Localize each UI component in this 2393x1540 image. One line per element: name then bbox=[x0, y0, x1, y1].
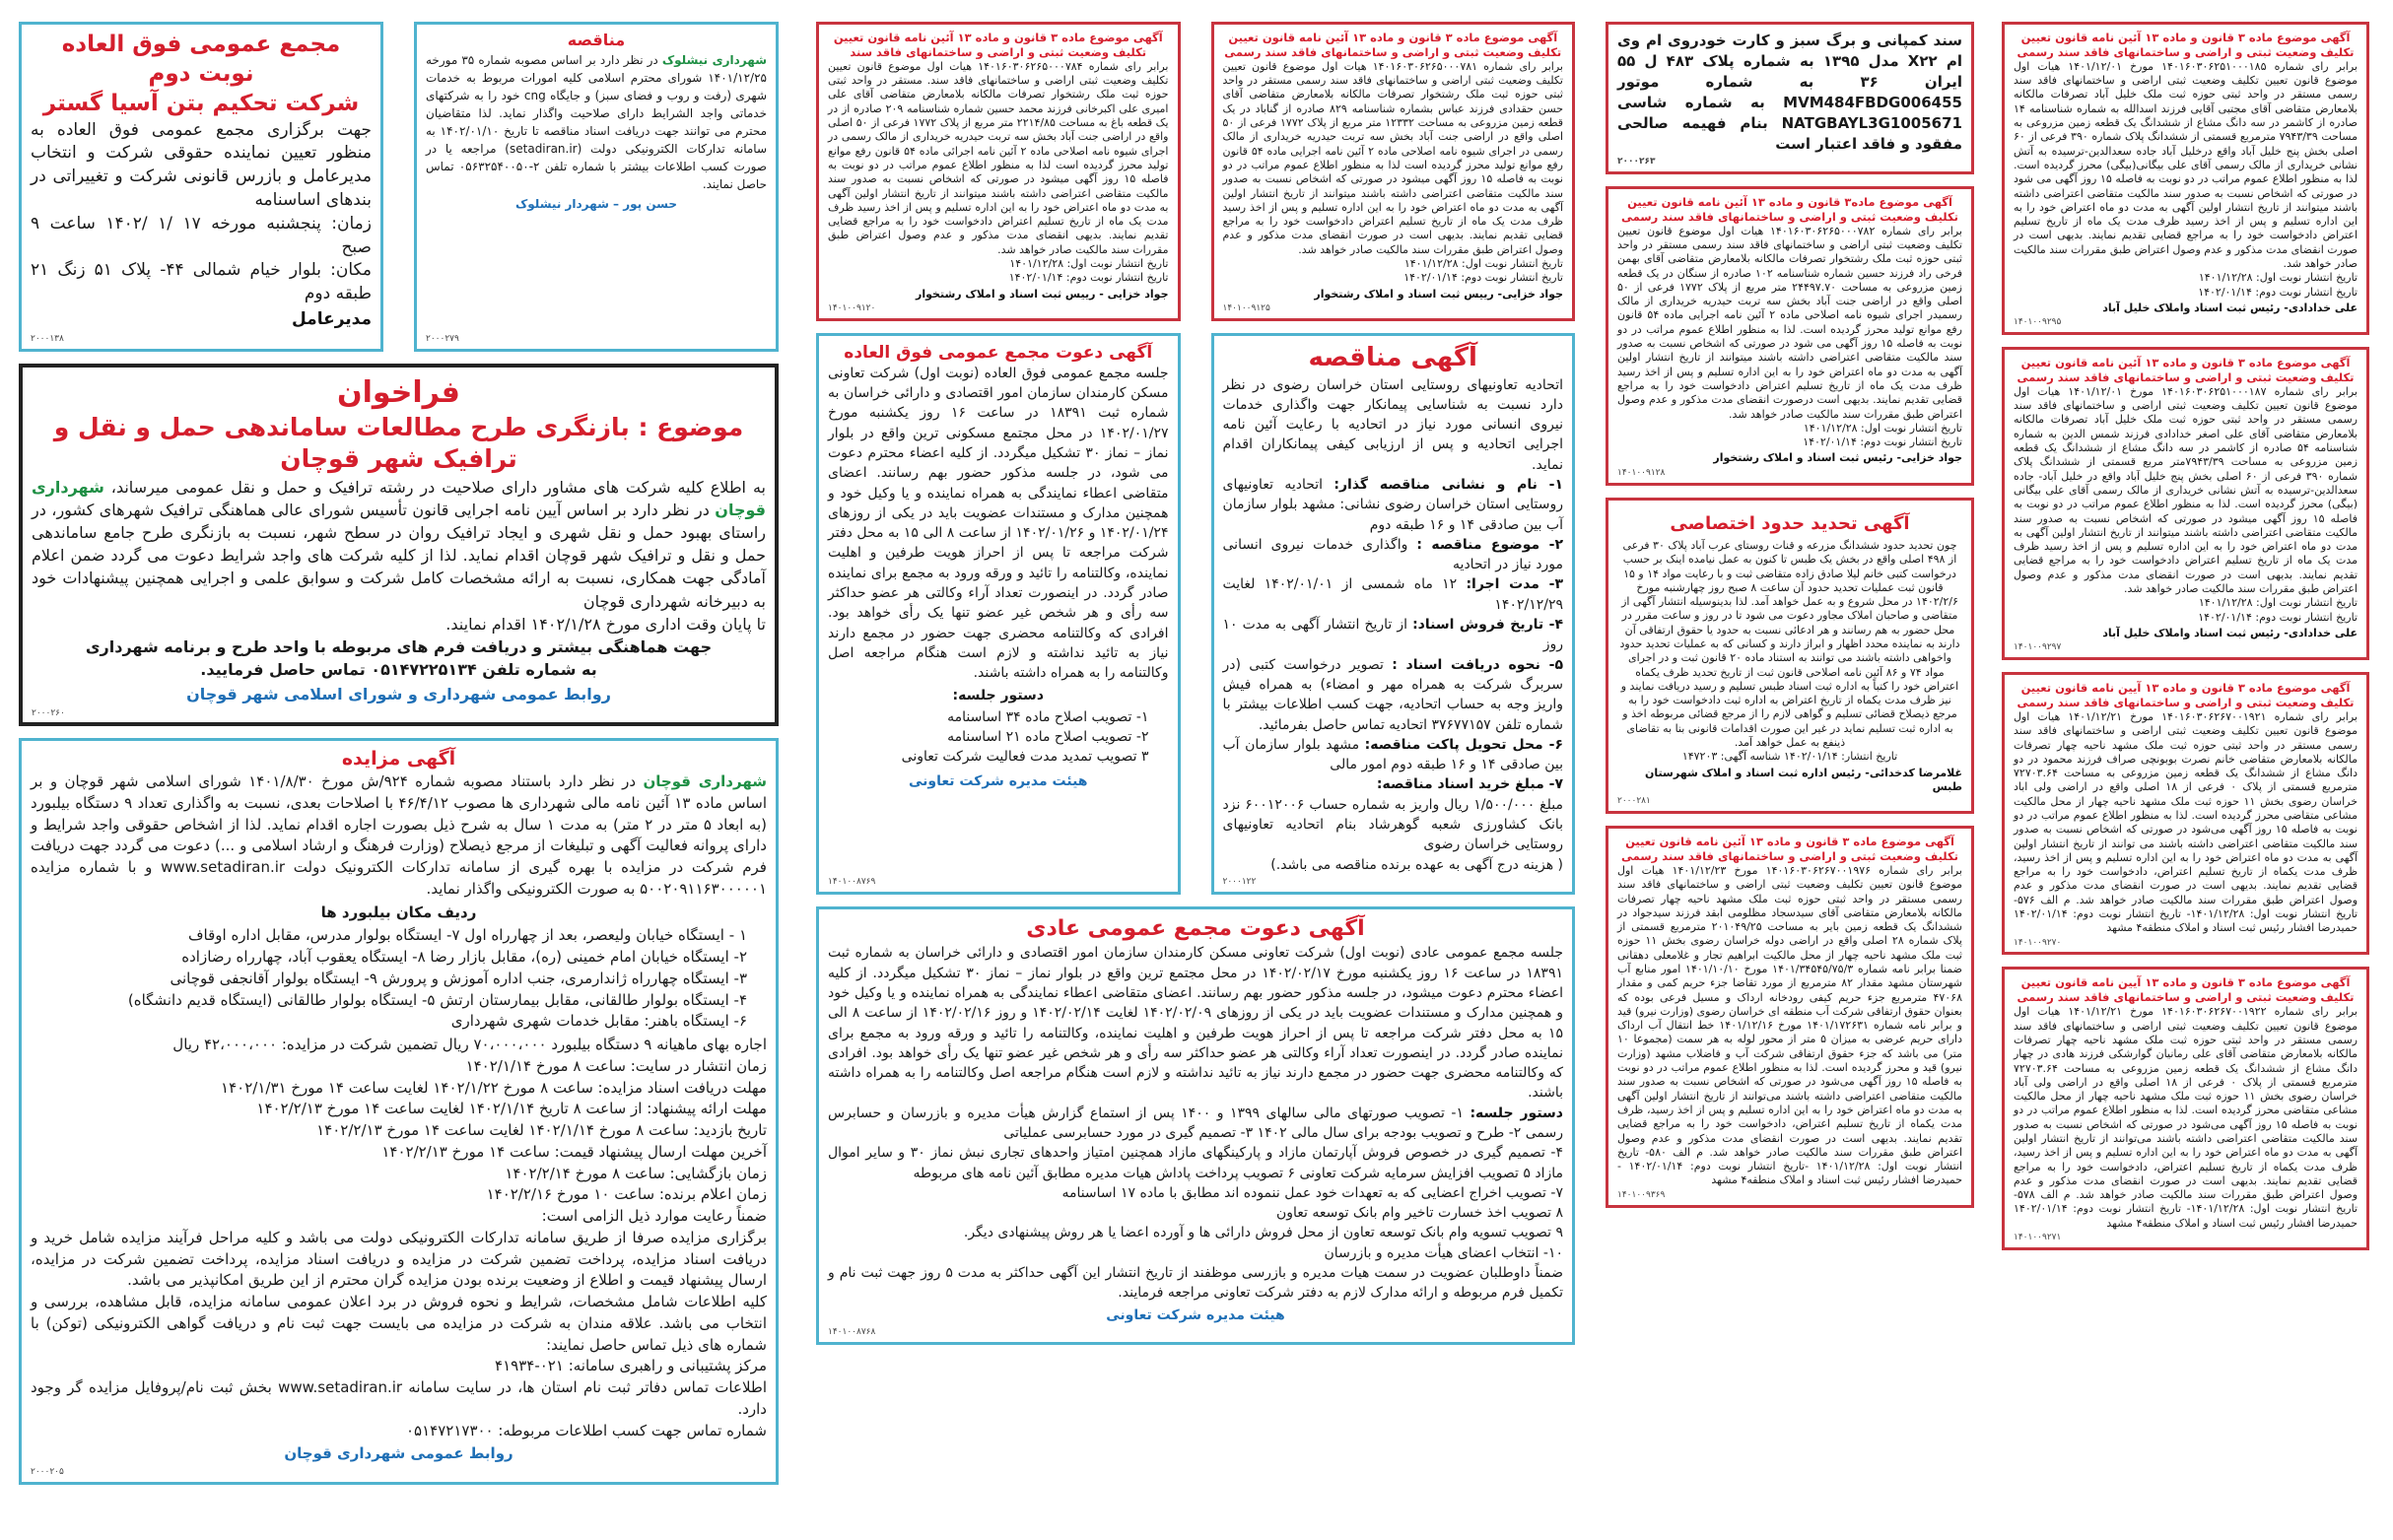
lost-document-ad bbox=[1606, 22, 1974, 174]
ad-title: آگهی موضوع ماده ۳ قانون و ماده ۱۳ آئین نامه قانون تعیین تکلیف وضعیت ثبتی و اراضی و ساختمانهای فاقد سند رسمی bbox=[1224, 31, 1562, 59]
ad-detail-line: مهلت دریافت اسناد مزایده: ساعت ۸ مورخ ۱۴۰۲/۱/۲۲ لغایت ساعت ۱۴ مورخ ۱۴۰۲/۱/۳۱ bbox=[221, 1078, 767, 1097]
ad-paragraph-lead: ۲- موضوع مناقصه : bbox=[1416, 536, 1563, 553]
ad-paragraph: تاریخ انتشار نوبت دوم: ۱۴۰۲/۰۱/۱۴ bbox=[1008, 271, 1169, 285]
land-registry-ad-185 bbox=[2002, 22, 2369, 335]
ad-title: مجمع عمومی فوق العاده نوبت دوم bbox=[61, 32, 341, 87]
ad-paragraph bbox=[1223, 475, 1564, 535]
ad-signature: روابط عمومی شهرداری قوچان bbox=[284, 1444, 513, 1463]
tender-ad-cooperatives bbox=[1211, 333, 1576, 895]
ad-code: ۱۴۰۱۰۰۸۷۶۸ bbox=[828, 1326, 876, 1337]
list-item: ۲- ایستگاه خیابان امام خمینی (ره)، مقابل بازار رضا ۸- ایستگاه یعقوب آباد، چهارراه رضازاده bbox=[181, 948, 747, 966]
ad-paragraph: ۷- تصویب اخراج اعضایی که به تعهدات خود عمل ننموده اند مطابق با ماده ۱۷ اساسنامه bbox=[1061, 1184, 1563, 1201]
ad-paragraph-lead: ۷- مبلغ خرید اسناد مناقصه: bbox=[1376, 776, 1563, 793]
ad-detail-line: کلیه اطلاعات شامل مشخصات، شرایط و نحوه فروش در برد اعلان عمومی سامانه مزایده، قابل مشاهده، بررسی و انتخاب می باشد. علاقه مندان به شرکت در مزایده می بایست جهت ثبت نام و دریافت گواهی الکترونیکی (توکن) با شماره های ذیل تماس حاصل نمایند: bbox=[31, 1293, 767, 1354]
ad-title: موضوع : بازنگری طرح مطالعات ساماندهی حمل و نقل و ترافیک شهر قوچان bbox=[53, 412, 744, 474]
ad-title: مناقصه bbox=[567, 31, 626, 49]
general-assembly-ad-asia-gostar bbox=[19, 22, 383, 352]
ad-code: ۱۴۰۱۰۰۸۷۶۹ bbox=[828, 876, 876, 887]
ad-paragraph: تاریخ انتشار نوبت اول: ۱۴۰۱/۱۲/۲۸ bbox=[2198, 596, 2358, 610]
ad-paragraph-lead: شهرداری قوچان bbox=[643, 772, 767, 790]
ad-paragraph-lead: ۳- مدت اجرا: bbox=[1466, 576, 1563, 593]
ad-detail-line: تاریخ بازدید: ساعت ۸ مورخ ۱۴۰۲/۱/۱۴ لغایت ساعت ۱۴ مورخ ۱۴۰۲/۲/۱۳ bbox=[316, 1121, 767, 1139]
row-legal-pair bbox=[816, 22, 1575, 321]
ad-highlight: شهرداری قوچان bbox=[32, 477, 766, 519]
ad-paragraph-text: در نظر دارد بر اساس مصوبه شماره ۳۵ مورخه ۱۴۰۱/۱۲/۲۵ شورای محترم اسلامی کلیه امورات مربوط به خدمات شهری (رفت و روب و فضای سبز) و جایگاه cng خود را به شرکتهای خدماتی واجد الشرایط دارای صلاحیت واگذار نماید. لذا متقاضیان محترم می توانند جهت دریافت اسناد مناقصه تا تاریخ ۱۴۰۲/۰۱/۱۰ به سامانه تدارکات الکترونیکی دولت (setadiran.ir) مراجعه یا در صورت کسب اطلاعات بیشتر با شماره تلفن ۲-۰۵۶۳۲۵۴۰۰۵۰ تماس حاصل نمایند. bbox=[426, 52, 767, 191]
ad-detail-line: زمان بازگشایی: ساعت ۸ مورخ ۱۴۰۲/۲/۱۴ bbox=[505, 1164, 767, 1182]
tender-ad-nishlug bbox=[414, 22, 779, 352]
list-item: ۳- ایستگاه چهارراه ژاندارمری، جنب اداره آموزش و پرورش ۹- ایستگاه بولوار آقانجفی قوچانی bbox=[170, 969, 747, 987]
ad-code: ۱۴۰۱۰۰۹۱۲۰ bbox=[828, 302, 876, 313]
ad-code: ۲۰۰۰۱۳۸ bbox=[31, 333, 64, 344]
ad-paragraph: تاریخ انتشار نوبت اول: ۱۴۰۱/۱۲/۲۸ bbox=[1803, 421, 1962, 435]
boundary-ad-tabas bbox=[1606, 498, 1974, 815]
extraordinary-assembly-ad bbox=[816, 333, 1181, 895]
ad-bold-line: جهت هماهنگی بیشتر و دریافت فرم های مربوطه با واحد طرح و برنامه شهرداری bbox=[85, 636, 713, 656]
ad-paragraph: تاریخ انتشار نوبت دوم: ۱۴۰۲/۰۱/۱۴ bbox=[1803, 435, 1962, 449]
ad-title: آگهی تحدید حدود اختصاصی bbox=[1670, 512, 1910, 534]
column-2 bbox=[816, 22, 1575, 1345]
ad-paragraph: مبلغ ۱/۵۰۰/۰۰۰ ریال واریز به شماره حساب ۶۰۰۱۲۰۰۶ نزد بانک کشاورزی شعبه گوهرشاد بنام اتحادیه تعاونیهای روستایی خراسان رضوی bbox=[1222, 796, 1563, 853]
ad-code: ۱۴۰۱۰۰۹۲۹۵ bbox=[2014, 317, 2062, 328]
ad-title: آگهی مناقصه bbox=[1308, 342, 1477, 372]
ad-signature: غلامرضا کدخدائی- رئیس اداره ثبت اسناد و املاک شهرستان طبس bbox=[1645, 766, 1962, 793]
ad-title: آگهی موضوع ماده ۳ قانون و ماده ۱۳ آئین نامه قانون تعیین تکلیف وضعیت ثبتی و اراضی و ساختمانهای فاقد سند رسمی bbox=[2017, 356, 2355, 384]
ad-paragraph: تاریخ انتشار نوبت اول: ۱۴۰۱/۱۲/۲۸ bbox=[1403, 257, 1563, 271]
ad-paragraph: تاریخ انتشار نوبت دوم: ۱۴۰۲/۰۱/۱۴ bbox=[1403, 271, 1563, 285]
ad-paragraph-text: به اطلاع کلیه شرکت های مشاور دارای صلاحیت در رشته ترافیک و حمل و نقل عمومی میرساند، bbox=[103, 477, 766, 497]
ad-code: ۱۴۰۱۰۰۹۲۷۱ bbox=[2014, 1233, 2062, 1243]
ad-paragraph bbox=[31, 771, 767, 901]
ad-paragraph: زمان: پنجشنبه مورخه ۱۷ /۱ /۱۴۰۲ ساعت ۹ صبح bbox=[31, 213, 372, 257]
ad-paragraph: تاریخ انتشار نوبت اول: ۱۴۰۱/۱۲/۲۸ bbox=[1009, 257, 1169, 271]
ad-paragraph-text: ۱۲ ماه شمسی از ۱۴۰۲/۰۱/۰۱ لغایت ۱۴۰۲/۱۲/۲۹ bbox=[1222, 576, 1563, 613]
ad-signature: روابط عمومی شهرداری و شورای اسلامی شهر قوچان bbox=[186, 685, 611, 704]
ad-code: ۱۴۰۱۰۰۹۲۹۷ bbox=[2014, 642, 2062, 653]
ad-bold-line: به شماره تلفن ۰۵۱۴۷۲۲۵۱۳۴ تماس حاصل فرمایید. bbox=[200, 660, 597, 680]
ad-detail-line: ضمناً رعایت موارد ذیل الزامی است: bbox=[541, 1207, 767, 1225]
ad-paragraph: ضمناً داوطلبان عضویت در سمت هیات مدیره و بازرسی موظفند از تاریخ انتشار این آگهی حداکثر به مدت ۵ روز جهت ثبت نام و تکمیل فرم مربوطه و ارائه مدارک لازم به دفتر شرکت تعاونی مراجعه فرمایند. bbox=[828, 1265, 1564, 1302]
ad-title: شرکت تحکیم بتن آسیا گستر bbox=[42, 90, 360, 116]
ad-subheading: دستور جلسه: bbox=[952, 687, 1045, 703]
ad-paragraph: چون تحدید حدود ششدانگ مزرعه و قنات روستای عرب آباد پلاک ۳۰ فرعی از ۴۹۸ اصلی واقع در بخش یک طبس تا کنون به عمل نیامده اینک بر حسب درخواست کتبی خانم لیلا صادق زاده متقاضی ثبت و با رعایت مواد ۱۴ و ۱۵ قانون ثبت عملیات تحدید حدود آن ساعت ۸ صبح روز چهارشنبه مورخ ۱۴۰۲/۲/۶ در محل شروع و به عمل خواهد آمد. لذا بدینوسیله انتشار آگهی از متقاضی و صاحبان املاک مجاور دعوت می شود تا در روز و ساعت مقرر در محل حضور به هم رسانند و هر ادعائی نسبت به حدود یا حقوق ارتفاقی آن دارند به نماینده محدد اظهار و ابراز دارند و کسانی که به عملیات تحدید حدود واخواهی داشته باشند می توانند به استناد ماده ۲۰ قانون ثبت و در اجرای مواد ۷۴ و ۸۶ آئین نامه اصلاحی قانون ثبت از تاریخ تحدید ظرف یکماه اعتراض خود را کتباً به اداره ثبت اسناد طبس تسلیم و رسید دریافت نمایند و نیز ظرف مدت یکماه از تاریخ اعتراض به اداره ثبت دادخواست خود را به مرجع ذیصلاح قضائی تسلیم و گواهی لازم را از مرجع قضائی مربوطه اخذ و به اداره ثبت تسلیم نماید در غیر این صورت اقدامات قانونی بنا به تقاضای ذینفع به عمل خواهد آمد. bbox=[1619, 538, 1960, 750]
list-item: ۲- تصویب اصلاح ماده ۲۱ اساسنامه bbox=[947, 729, 1149, 746]
ad-signature: هیئت مدیره شرکت تعاونی bbox=[908, 772, 1088, 789]
ad-signature: علی خدادادی- رئیس ثبت اسناد واملاک خلیل آباد bbox=[2102, 301, 2358, 314]
list-item: ۱- تصویب اصلاح ماده ۳۴ اساسنامه bbox=[947, 708, 1149, 725]
land-registry-ad-782 bbox=[1606, 186, 1974, 486]
ad-paragraph: برابر رای شماره ۱۴۰۱۶۰۳۰۶۲۶۵۰۰۰۷۸۱ هیات اول موضوع قانون تعیین تکلیف وضعیت ثبتی اراضی و ساختمانهای فاقد سند رسمی مستقر در واحد ثبتی حوزه ثبت ملک رشتخوار تصرفات مالکانه بلامعارض متقاضی آقای حسن حقدادی فرزند عباس بشماره شناسنامه ۸۲۹ صادره از گناباد در یک قطعه زمین مزروعی به مساحت ۱۲۳۳۲ متر مربع از پلاک ۱۷۷۲ فرعی از ۵۰ اصلی واقع در اراضی جنت آباد بخش سه تربت حیدریه خریداری از مالک رسمی در اجرای شیوه نامه اصلاحی ماده ۲ آئین نامه اجرایی ماده ۵۴ قانون رفع موانع تولید محرز گردیده است لذا به منظور اطلاع عموم مراتب در دو نوبت به فاصله ۱۵ روز آگهی میشود در صورتی که اشخاص نسبت به صدور سند مالکیت متقاضی اعتراضی داشته باشند میتوانند از تاریخ انتشار اولین آگهی به مدت دو ماه اعتراض خود را به این اداره تسلیم و پس از اخذ رسید ظرف مدت یک ماه از تاریخ تسلیم اعتراض دادخواست خود را به مراجع قضایی تقدیم نمایند. بدیهی است در صورت انقضای مدت مذکور و عدم وصول اعتراض طبق مقررات سند مالکیت صادر خواهد شد. bbox=[1222, 59, 1564, 256]
ad-title: آگهی موضوع ماده ۳ قانون و ماده ۱۳ آئین نامه قانون تعیین تکلیف وضعیت ثبتی و اراضی و ساختمانهای فاقد سند bbox=[833, 31, 1163, 59]
land-registry-ad-1922 bbox=[2002, 967, 2369, 1249]
ad-paragraph bbox=[1223, 655, 1564, 735]
ad-paragraph: تاریخ انتشار: ۱۴۰۲/۰۱/۱۴ شناسه آگهی: ۱۴۷۲۰۳ bbox=[1681, 750, 1898, 764]
ad-paragraph: برابر رای شماره ۱۴۰۱۶۰۳۰۶۲۶۷۰۰۱۹۷۶ مورخ ۱۴۰۱/۱۲/۲۳ هیات اول موضوع قانون تعیین تکلیف وضعیت ثبتی اراضی و ساختمانهای فاقد سند رسمی مستقر در واحد ثبتی حوزه ثبت ملک مشهد ناحیه چهار تصرفات مالکانه بلامعارض متقاضی آقای سیدسجاد مظلومی ابقد فرزند سیدجواد در ششدانگ یک قطعه زمین بایر به مساحت ۲۰۱۰۴۹/۲۵ مترمربع قسمتی از پلاک شماره ۲۸ اصلی واقع در اراضی دوله خراسان رضوی بخش ۱۱ حوزه ثبت ملک مشهد ناحیه چهار از محل مالکیت ابراهیم تجار و غلامعلی دهقانی ضمنا برابر نامه شماره ۱۴۰۱/۳۴۵۴۵/۷۵/۳ مورخ ۱۴۰۱/۱۰/۱۰ امور منابع آب شهرستان مشهد مقدار ۸۲ مترمربع از مورد تقاضا جزء حریم کمی و مقدار ۴۷۰۶۸ مترمربع جزء حریم کیفی رودخانه ارداک و مسیل فرعی بوده که بعنوان حقوق ارتفاقی شرکت آب منطقه ای خراسان رضوی (وزارت نیرو) قید و برابر نامه شماره ۱۴۰۱/۱۷۲۶۳۱ مورخ ۱۴۰۱/۱۲/۱۶ خط انتقال آب ارداک دارای حریم عرضی به میزان ۵ متر از محور لوله به هر سمت (مجموعا ۱۰ متر) می باشد که جزء حقوق ارتفاقی شرکت آب و فاضلاب مشهد (وزارت نیرو) قید و محرز گردیده است. لذا به منظور اطلاع عموم مراتب در دو نوبت به فاصله ۱۵ روز آگهی می‌شود در صورتی که اشخاص نسبت به صدور سند مالکیت متقاضی اعتراضی داشته باشند می‌توانند از تاریخ انتشار اولین آگهی به مدت دو ماه اعتراض خود را به این اداره تسلیم و پس از اخذ رسید، ظرف مدت یکماه از تاریخ تسلیم اعتراض، دادخواست خود را به مراجع قضایی تقدیم نمایند. بدیهی است در صورت انقضای مدت مذکور و عدم وصول اعتراض طبق مقررات سند مالکیت صادر خواهد شد. م الف ۵۸۰- تاریخ انتشار نوبت اول: ۱۴۰۱/۱۲/۲۸ -تاریخ انتشار نوبت دوم: ۱۴۰۲/۰۱/۱۴ - حمیدرضا افشار رئیس ثبت اسناد و املاک منطقه۴ مشهد bbox=[1617, 863, 1963, 1187]
ad-code: ۲۰۰۰۲۶۰ bbox=[32, 707, 65, 718]
ad-paragraph: مکان: بلوار خیام شمالی ۴۴- پلاک ۵۱ زنگ ۲۱ طبقه دوم bbox=[31, 260, 372, 304]
ad-paragraph: تا پایان وقت اداری مورخ ۱۴۰۲/۱/۲۸ اقدام نمایند. bbox=[445, 614, 766, 634]
ad-paragraph-lead: ۵- نحوه دریافت اسناد : bbox=[1392, 656, 1563, 673]
ad-paragraph-text: تصویر درخواست کتبی (در سربرگ شرکت به همراه مهر و امضاء) به همراه فیش واریز وجه به حساب اتحادیه، جهت کسب اطلاعات بیشتر با شماره تلفن ۳۷۶۷۷۱۵۷ اتحادیه تماس حاصل بفرمائید. bbox=[1222, 656, 1563, 733]
list-item: ۶- ایستگاه باهنر: مقابل خدمات شهری شهرداری bbox=[450, 1012, 747, 1031]
auction-ad-quchan bbox=[19, 738, 779, 1484]
ad-detail-line: زمان اعلام برنده: ساعت ۱۰ مورخ ۱۴۰۲/۲/۱۶ bbox=[486, 1185, 767, 1204]
ad-paragraph-lead: ۶- محل تحویل پاکت مناقصه: bbox=[1364, 736, 1563, 753]
ad-signature: مدیرعامل bbox=[292, 309, 372, 330]
ad-title: آگهی موضوع ماده ۳ قانون و ماده ۱۳ آیین نامه قانون تعیین تکلیف وضعیت ثبتی و اراضی و ساختمانهای فاقد سند رسمی bbox=[2017, 975, 2355, 1005]
column-3 bbox=[1606, 22, 1974, 1208]
ad-paragraph-lead: دستور جلسه: bbox=[1470, 1105, 1563, 1121]
row-assembly-tender bbox=[816, 333, 1575, 895]
ad-code: ۱۴۰۱۰۰۹۳۶۹ bbox=[1617, 1189, 1666, 1200]
ad-paragraph: جلسه مجمع عمومی عادی (نوبت اول) شرکت تعاونی مسکن کارمندان سازمان امور اقتصادی و دارائی خراسان به شماره ثبت ۱۸۳۹۱ در ساعت ۱۶ روز یکشنبه مورخ ۱۴۰۲/۰۲/۱۷ در محل مجتمع ترین واقع در بلوار نماز – نماز ۳۰ تشکیل میگردد. از کلیه اعضاء محترم دعوت میشود، در جلسه مذکور حضور بهم رسانند. اعضای متقاضی اعطاء نمایندگی به همراه نماینده و یا وکیل خود و همچنین مدارک و مستندات عضویت باید در یکی از روزهای ۱۴۰۲/۰۲/۰۹ لغایت ۱۴۰۲/۰۲/۱۴ و روز ۱۴۰۲/۰۲/۱۶ از ساعت ۸ الی ۱۵ به محل دفتر شرکت مراجعه تا پس از احراز هویت طرفین و اهلیت نماینده، وکالتنامه را تائید و ورقه ورود به مجمع برای نماینده صادر گردد. در اینصورت تعداد آراء وکالتی هر عضو حداکثر سه رأی و هر شخص غیر عضو تنها یک رأی خواهد بود. افرادی که وکالتنامه محضری جهت حضور در مجمع دارند نیاز به تائید نداشته و لازم است هنگام مراجعه اصل وکالتنامه را به همراه داشته باشند. bbox=[828, 945, 1563, 1102]
ad-paragraph: سند کمپانی و برگ سبز و کارت خودروی ام وی ام X۲۲ مدل ۱۳۹۵ به شماره پلاک ۴۸۳ ل ۵۵ ایران ۳۶ به شماره موتور MVM484FBDG006455 به شماره شاسی NATGBAYL3G1005671 بنام فهیمه صالحی مفقود و فاقد اعتبار است bbox=[1617, 32, 1962, 153]
ad-detail-line: شماره تماس جهت کسب اطلاعات مربوطه: ۰۵۱۴۷۲۱۷۳۰۰ bbox=[405, 1421, 767, 1440]
ad-title: آگهی موضوع ماده ۳ قانون و ماده ۱۳ آیین نامه قانون تعیین تکلیف وضعیت ثبتی و اراضی و ساختمانهای فاقد سند رسمی bbox=[2017, 681, 2355, 709]
ad-paragraph: برابر رای شماره ۱۴۰۱۶۰۳۰۶۲۵۱۰۰۰۱۸۵ مورخ ۱۴۰۱/۱۲/۰۱ هیات اول موضوع قانون تعیین تکلیف وضعیت ثبتی اراضی و ساختمانهای فاقد سند رسمی مستقر در واحد ثبتی حوزه ثبت ملک خلیل آباد تصرفات مالکانه بلامعارض متقاضی آقای مجتبی آقایی فرزند اسدالله به شماره شناسنامه ۱۴ صادره از کاشمر در سه دانگ مشاع از ششدانگ یک قطعه زمین مزروعی به مساحت ۷۹۴۳/۳۹ مترمربع قسمتی از ششدانگ پلاک شماره ۳۹۰ فرعی از ۶۰ اصلی بخش پنج خلیل آباد واقع درخلیل آباد جاده سعدالدین-ترسیده به آتش نشانی خریداری از مالک رسمی آقای علی بیگانی(بیگی) محرز گردیده است. لذا به منظور اطلاع عموم مراتب در دو نوبت به فاصله ۱۵ روز آگهی می شود در صورتی که اشخاص نسبت به صدور سند مالکیت متقاضی اعتراضی داشته باشند میتوانند از تاریخ انتشار اولین آگهی به مدت دو ماه اعتراض خود را به این اداره تسلیم و پس از اخذ رسید ظرف مدت یک ماه از تاریخ تسلیم اعتراض دادخواست خود را به مراجع قضایی تقدیم نمایند. بدیهی است در صورت انقضای مدت مذکور و عدم وصول اعتراض طبق مقررات سند مالکیت صادر خواهد شد. bbox=[2013, 59, 2359, 271]
ad-paragraph-text: ۱- تصویب صورتهای مالی سالهای ۱۳۹۹ و ۱۴۰۰ پس از استماع گزارش هیأت مدیره و بازرسان و حسابرس رسمی ۲- طرح و تصویب بودجه برای سال مالی ۱۴۰۲ ۳- تصمیم گیری در مورد حسابرسی عملیاتی bbox=[828, 1105, 1563, 1141]
column-4 bbox=[2002, 22, 2369, 1250]
ad-title: آگهی مزایده bbox=[341, 748, 456, 770]
ad-detail-line: برگزاری مزایده صرفا از طریق سامانه تدارکات الکترونیکی دولت می باشد و کلیه مراحل فرآیند مزایده شامل خرید و دریافت اسناد مزایده، پرداخت تضمین شرکت در مزایده و دریافت اسناد مزایده، پرداخت تضمین شرکت در مزایده، ارسال پیشنهاد قیمت و اطلاع از وضعیت برنده بودن مزایده گران محترم از این طریق امکانپذیر می باشد. bbox=[31, 1228, 767, 1290]
list-item: ۳ تصویب تمدید مدت فعالیت شرکت تعاونی bbox=[901, 749, 1149, 766]
land-registry-ad-187 bbox=[2002, 347, 2369, 660]
land-registry-ad-1976 bbox=[1606, 826, 1974, 1208]
ad-paragraph bbox=[828, 1104, 1563, 1144]
ad-list bbox=[828, 707, 1169, 768]
ad-list bbox=[31, 925, 767, 1033]
ad-detail-line: اجاره بهای ماهیانه ۹ دستگاه بیلبورد ۷۰،۰۰۰،۰۰۰ ریال تضمین شرکت در مزایده: ۴۲،۰۰۰،۰۰۰ ریال bbox=[172, 1036, 767, 1053]
ad-paragraph: برابر رای شماره ۱۴۰۱۶۰۳۰۶۲۶۷۰۰۱۹۲۲ مورخ ۱۴۰۱/۱۲/۲۱ هیات اول موضوع قانون تعیین تکلیف وضعیت ثبتی اراضی و ساختمانهای فاقد سند رسمی مستقر در واحد ثبتی حوزه ثبت ملک مشهد ناحیه چهار تصرفات مالکانه بلامعارض متقاضی آقای علی رمانیان گوارشکی فرزند هادی در چهار دانگ مشاع از ششدانگ یک قطعه زمین مزروعی به مساحت ۷۲۷۰۳.۶۴ مترمربع قسمتی از پلاک ۰ فرعی از ۱۸ اصلی واقع در اراضی ولی آباد خراسان رضوی بخش ۱۱ حوزه ثبت ملک مشهد ناحیه چهار از محل مالکیت مشاعی متقاضی محرز گردیده است. لذا به منظور اطلاع عموم مراتب در دو نوبت به فاصله ۱۵ روز آگهی می‌شود در صورتی که اشخاص نسبت به صدور سند مالکیت متقاضی اعتراضی داشته باشند می‌توانند از تاریخ انتشار اولین آگهی به مدت دو ماه اعتراض خود را به این اداره تسلیم و پس از اخذ رسید، ظرف مدت یکماه از تاریخ تسلیم اعتراض، دادخواست خود را به مراجع قضایی تقدیم نمایند. بدیهی است در صورت انقضای مدت مذکور و عدم وصول اعتراض طبق مقررات سند مالکیت صادر خواهد شد. م الف ۵۷۸- تاریخ انتشار نوبت اول: ۱۴۰۱/۱۲/۲۸- تاریخ انتشار نوبت دوم: ۱۴۰۲/۰۱/۱۴ حمیدرضا افشار رئیس ثبت اسناد و املاک منطقه۴ مشهد bbox=[2014, 1005, 2358, 1230]
ad-signature: جواد خزایی- رییس ثبت اسناد و املاک رشتخوار bbox=[1314, 287, 1563, 301]
ad-paragraph: ۸ تصویب اخذ خسارت تاخیر وام بانک توسعه تعاون bbox=[1275, 1205, 1563, 1222]
ad-code: ۱۴۰۱۰۰۹۱۲۸ bbox=[1617, 467, 1666, 478]
ad-paragraph bbox=[1223, 735, 1564, 775]
ad-code: ۲۰۰۰۲۷۹ bbox=[426, 333, 459, 344]
ad-detail-line: مهلت ارائه پیشنهاد: از ساعت ۸ تاریخ ۱۴۰۲/۱/۱۴ لغایت ساعت ۱۴ مورخ ۱۴۰۲/۲/۱۳ bbox=[256, 1100, 767, 1118]
ad-signature: علی خدادادی- رئیس ثبت اسناد واملاک خلیل آباد bbox=[2102, 626, 2358, 639]
ad-code: ۲۰۰۰۲۸۱ bbox=[1617, 796, 1651, 807]
ad-paragraph bbox=[32, 476, 766, 613]
ad-code: ۲۰۰۰۲۰۵ bbox=[31, 1467, 64, 1477]
ad-detail-line: زمان انتشار در سایت: ساعت ۸ مورخ ۱۴۰۲/۱/۱۴ bbox=[465, 1056, 767, 1075]
ad-paragraph bbox=[1223, 774, 1564, 794]
ad-paragraph-text: در نظر دارد بر اساس آیین نامه اجرایی قانون تأسیس شورای عالی هماهنگی ترافیک شهرهای کشور، در راستای بهبود حمل و نقل شهری و ایجاد ترافیک روان در سطح شهر، نسبت به بازنگری طرح جامع ساماندهی حمل و نقل و ترافیک شهر قوچان اقدام نماید. لذا از کلیه شرکت های واجد شرایط دعوت می گردد ضمن اعلام آمادگی جهت همکاری، نسبت به ارائه مشخصات کامل شرکت و سوابق علمی و اجرایی همچنین پیشنهادات خود به دبیرخانه شهرداری قوچان bbox=[32, 500, 766, 611]
ad-detail-line: آخرین مهلت ارسال پیشنهاد قیمت: ساعت ۱۴ مورخ ۱۴۰۲/۲/۱۳ bbox=[381, 1142, 767, 1161]
ad-paragraph: جهت برگزاری مجمع عمومی فوق العاده به منظور تعیین نماینده حقوقی شرکت و انتخاب مدیرعامل و بازرس قانونی شرکت و تغییراتی در بندهای اساسنامه bbox=[31, 119, 372, 211]
list-item: ۱ - ایستگاه خیابان ولیعصر، بعد از چهارراه اول ۷- ایستگاه بولوار مدرس، مقابل اداره اوقاف bbox=[187, 926, 747, 945]
ad-signature: جواد خزایی - رییس ثبت اسناد و املاک رشتخوار bbox=[916, 287, 1169, 301]
ad-title: آگهی دعوت مجمع عمومی فوق العاده bbox=[844, 342, 1153, 363]
row-top-left bbox=[19, 22, 779, 352]
ordinary-assembly-ad bbox=[816, 906, 1575, 1345]
ad-paragraph: برابر رای شماره ۱۴۰۱۶۰۳۰۶۲۶۵۰۰۰۷۸۲ هیات اول موضوع قانون تعیین تکلیف وضعیت ثبتی اراضی و ساختمانهای فاقد سند رسمی مستقر در واحد ثبتی حوزه ثبت ملک رشتخوار تصرفات مالکانه بلامعارض متقاضی آقای بهمن فرخی راد فرزند حسین شماره شناسنامه ۱۰۲ صادره از سنگان در یک قطعه زمین مزروعی به مساحت ۲۴۴۹۷.۷۰ متر مربع از پلاک ۱۷۷۲ فرعی از ۵۰ اصلی واقع در اراضی جنت آباد بخش سه تربت حیدریه خریداری از مالک رسمیدر اجرای شیوه نامه اصلاحی ماده ۲ آئین نامه اجرایی ماده ۵۴ قانون رفع موانع تولید محرز گردیده است. لذا به منظور اطلاع عموم مراتب در دو نوبت به فاصله ۱۵ روز آگهی می شود در صورتی که اشخاص نسبت به صدور سند مالکیت متقاضی اعتراضی داشته باشند میتوانند از تاریخ انتشار اولین آگهی به مدت دو ماه اعتراض خود را به این اداره تسلیم و پس از اخذ رسید ظرف مدت یک ماه از تاریخ تسلیم اعتراض دادخواست خود را به مراجع قضایی تقدیم نمایند. بدیهی است درصورت انقضای مدت مذکور و عدم وصول اعتراض طبق مقررات سند مالکیت صادر خواهد شد. bbox=[1617, 224, 1963, 421]
ad-paragraph: برابر رای شماره ۱۴۰۱۶۰۳۰۶۲۶۵۰۰۰۷۸۴ هیات اول موضوع قانون تعیین تکلیف وضعیت ثبتی اراضی و ساختمانهای فاقد سند. مستقر در واحد ثبتی حوزه ثبت ملک رشتخوار تصرفات مالکانه بلامعارض متقاضی آقای علی امیری علی اکبرخانی فرزند محمد حسین شماره شناسنامه ۲۰۹ صادره از در یک قطعه باغ به مساحت ۲۲۱۴/۸۵ متر مربع از پلاک ۱۷۷۲ فرعی از ۵۰ اصلی واقع در اراضی جنت آباد بخش سه تربت حیدریه خریداری از مالک رسمی در اجرای شیوه نامه اصلاحی ماده ۲ آئین نامه اجرائی ماده ۵۴ قانون رفع موانع تولید محرز گردیده است لذا به منظور اطلاع عموم مراتب در دو نوبت به فاصله ۱۵ روز آگهی میشود در صورتی که اشخاص نسبت به صدور سند مالکیت متقاضی اعتراضی داشته باشند میتوانند از تاریخ انتشار اولین آگهی به مدت دو ماه اعتراض خود را به این اداره تسلیم و پس از اخذ رسید ظرف مدت یک ماه از تاریخ تسلیم اعتراض دادخواست خود را به مراجع قضایی تقدیم نمایند. بدیهی انقضای مدت مذکور و عدم وصول اعتراض طبق مقررات سند مالکیت صادر خواهد شد. bbox=[828, 59, 1169, 256]
ad-paragraph-lead: ۴- تاریخ فروش اسناد: bbox=[1412, 617, 1563, 634]
ad-code: ۱۴۰۱۰۰۹۱۲۵ bbox=[1222, 302, 1270, 313]
ad-paragraph bbox=[1223, 615, 1564, 655]
ad-paragraph: ۱۰- انتخاب اعضای هیأت مدیره و بازرسان bbox=[1324, 1244, 1563, 1261]
ad-signature: جواد خزایی- رئیس ثبت اسناد و املاک رشتخوار bbox=[1713, 451, 1962, 465]
list-item: ۴- ایستگاه بولوار طالقانی، مقابل بیمارستان ارتش ۵- ایستگاه بولوار طالقانی (ایستگاه قدیم دانشگاه) bbox=[127, 990, 747, 1009]
ad-code: ۱۴۰۱۰۰۹۲۷۰ bbox=[2014, 937, 2062, 948]
ad-paragraph bbox=[426, 51, 767, 193]
call-for-proposals-ad-quchan bbox=[19, 364, 779, 727]
ad-code: ۲۰۰۰۱۲۲ bbox=[1222, 876, 1257, 887]
ad-signature: هیئت مدیره شرکت تعاونی bbox=[1106, 1306, 1285, 1323]
ad-paragraph: ۴- تصمیم گیری در خصوص فروش آپارتمان مازاد و پارکینگهای مازاد همچنین امتیاز واحدهای تجاری نبش نماز ۳۰ و سایر اموال مازاد ۵ تصویب افزایش سرمایه شرکت تعاونی ۶ تصویب پرداخت پاداش هیات مدیره مطابق آئین نامه های مربوطه bbox=[828, 1145, 1563, 1181]
land-registry-ad-1921 bbox=[2002, 672, 2369, 955]
ad-paragraph-text: مشهد بلوار سازمان آب بین صادقی ۱۴ و ۱۶ طبقه دوم امور مالی bbox=[1222, 736, 1563, 773]
ad-paragraph: جلسه مجمع عمومی فوق العاده (نوبت اول) شرکت تعاونی مسکن کارمندان سازمان امور اقتصادی و دارائی خراسان به شماره ثبت ۱۸۳۹۱ در ساعت ۱۶ روز یکشنبه مورخ ۱۴۰۲/۰۱/۲۷ در محل مجتمع مسکونی ترین واقع در بلوار نماز – نماز ۳۰ تشکیل میگردد. از کلیه اعضاء محترم دعوت می شود، در جلسه مذکور حضور بهم رسانند. اعضای متقاضی اعطاء نمایندگی به همراه نماینده و یا وکیل خود و همچنین مدارک و مستندات عضویت باید در یکی از روزهای ۱۴۰۲/۰۱/۲۴ و ۱۴۰۲/۰۱/۲۶ از ساعت ۸ الی ۱۵ به محل دفتر شرکت مراجعه تا پس از احراز هویت طرفین و اهلیت نماینده، وکالتنامه را تائید و ورقه ورود به مجمع برای نماینده صادر گردد. در اینصورت تعداد آراء وکالتی هر عضو حداکثر سه رأی و هر شخص غیر عضو تنها یک رأی خواهد بود. افرادی که وکالتنامه محضری جهت حضور در مجمع دارند نیاز به تائید نداشته و لازم است هنگام مراجعه اصل وکالتنامه را به همراه داشته باشند. bbox=[828, 365, 1169, 682]
ad-paragraph: تاریخ انتشار نوبت دوم: ۱۴۰۲/۰۱/۱۴ bbox=[2198, 285, 2358, 299]
ad-title: آگهی موضوع ماده۳ قانون و ماده ۱۳ آئین نامه قانون تعیین تکلیف وضعیت ثبتی و اراضی و ساختمانهای فاقد سند رسمی bbox=[1621, 194, 1958, 224]
ad-paragraph: ۹ تصویب تسویه وام بانک توسعه تعاون از محل فروش دارائی ها و آورده اعضا یا هر روش پیشنهادی دیگر. bbox=[963, 1225, 1563, 1241]
ad-title: آگهی موضوع ماده ۳ قانون و ماده ۱۳ آئین نامه قانون تعیین تکلیف وضعیت ثبتی و اراضی و ساختمانهای فاقد سند رسمی bbox=[1621, 835, 1958, 863]
ad-detail-line: مرکز پشتیبانی و راهبری سامانه: ۰۲۱-۴۱۹۳۴ bbox=[495, 1357, 767, 1375]
ad-subheading: ردیف مکان بیلبورد ها bbox=[320, 903, 477, 921]
ad-paragraph: تاریخ انتشار نوبت اول: ۱۴۰۱/۱۲/۲۸ bbox=[2198, 271, 2358, 285]
ad-paragraph-text: از تاریخ انتشار آگهی به مدت ۱۰ روز bbox=[1222, 617, 1563, 653]
ad-paragraph-lead: ۱- نام و نشانی مناقصه گذار: bbox=[1333, 477, 1563, 493]
ad-paragraph: اتحادیه تعاونیهای روستایی استان خراسان رضوی در نظر دارد نسبت به شناسایی پیمانکار جهت واگذاری خدمات نیروی انسانی مورد نیاز در اتحادیه با رعایت آئین نامه اجرایی اتحادیه و پس از ارزیابی کیفی پیمانکاران اقدام نماید. bbox=[1222, 376, 1563, 473]
ad-paragraph-text: اتحادیه تعاونیهای روستایی استان خراسان رضوی نشانی: مشهد بلوار سازمان آب بین صادقی ۱۴ و ۱۶ طبقه دوم bbox=[1222, 477, 1563, 533]
land-registry-ad-781 bbox=[1211, 22, 1576, 321]
ad-signature: حسن پور – شهردار نیشلوک bbox=[515, 196, 677, 211]
land-registry-ad-784 bbox=[816, 22, 1181, 321]
ad-code: ۲۰۰۰۲۶۳ bbox=[1617, 157, 1656, 167]
ad-paragraph bbox=[1223, 535, 1564, 575]
ad-title: فراخوان bbox=[337, 374, 460, 410]
ad-title: آگهی دعوت مجمع عمومی عادی bbox=[1026, 915, 1365, 941]
column-1 bbox=[19, 22, 779, 1485]
ad-detail-line: اطلاعات تماس دفاتر ثبت نام استان ها، در سایت سامانه www.setadiran.ir بخش ثبت نام/پروفایل مزایده گر وجود دارد. bbox=[31, 1378, 767, 1418]
ad-title: آگهی موضوع ماده ۳ قانون و ماده ۱۳ آئین نامه قانون تعیین تکلیف وضعیت ثبتی و اراضی و ساختمانهای فاقد سند رسمی bbox=[2017, 31, 2355, 59]
ad-paragraph: برابر رای شماره ۱۴۰۱۶۰۳۰۶۲۶۷۰۰۱۹۲۱ مورخ ۱۴۰۱/۱۲/۲۱ هیات اول موضوع قانون تعیین تکلیف وضعیت ثبتی اراضی و ساختمانهای فاقد سند رسمی مستقر در واحد ثبتی حوزه ثبت ملک مشهد ناحیه چهار تصرفات مالکانه بلامعارض متقاضی خانم نصرت بوبونچی صراف فرزند محمود در دو دانگ مشاع از ششدانگ یک قطعه زمین مزروعی به مساحت ۷۲۷۰۳.۶۴ مترمربع قسمتی از پلاک ۰ فرعی از ۱۸ اصلی واقع در اراضی ولی اباد خراسان رضوی بخش ۱۱ حوزه ثبت ملک مشهد ناحیه چهار از محل مالکیت مشاعی متقاضی محرز گردیده است. لذا به منظور اطلاع عموم مراتب در دو نوبت به فاصله ۱۵ روز آگهی می‌شود در صورتی که اشخاص نسبت به صدور سند مالکیت متقاضی اعتراضی داشته باشند می توانند از تاریخ انتشار اولین آگهی به مدت دو ماه اعتراض خود را به این اداره تسلیم و پس از اخذ رسید، ظرف مدت یکماه از تاریخ تسلیم اعتراض، دادخواست خود را به مراجع قضایی تقدیم نمایند. بدیهی است در صورت انقضای مدت مذکور و عدم وصول اعتراض طبق مقررات سند مالکیت صادر خواهد شد. م الف ۵۷۶- تاریخ انتشار نوبت اول: ۱۴۰۱/۱۲/۲۸- تاریخ انتشار نوبت دوم: ۱۴۰۲/۰۱/۱۴ حمیدرضا افشار رئیس ثبت اسناد و املاک منطقه۴ مشهد bbox=[2014, 709, 2358, 935]
ad-paragraph: تاریخ انتشار نوبت دوم: ۱۴۰۲/۰۱/۱۴ bbox=[2198, 610, 2358, 624]
ad-paragraph: برابر رای شماره ۱۴۰۱۶۰۳۰۶۲۵۱۰۰۰۱۸۷ مورخ ۱۴۰۱/۱۲/۰۱ هیات اول موضوع قانون تعیین تکلیف وضعیت ثبتی اراضی و ساختمانهای فاقد سند رسمی مستقر در واحد ثبتی حوزه ثبت ملک خلیل آباد تصرفات مالکانه بلامعارض متقاضی آقای علی اصغر خدادادی فرزند شمس الدین به شماره شناسنامه ۵۴ صادره از کاشمر در سه دانگ مشاع از ششدانگ یک قطعه زمین مزروعی به مساحت ۷۹۴۳/۳۹متر مربع قسمتی از ششدانگ پلاک شماره ۳۹۰ فرعی از ۶۰ اصلی بخش پنج خلیل آباد واقع در خلیل آباد- جاده سعدالدین-ترسیده به آتش نشانی خریداری از مالک رسمی آقای علی بیگانی (بیگی) محرز گردیده است. لذا به منظور اطلاع عموم مراتب در دو نوبت به فاصله ۱۵ روز آگهی میشود در صورتی که اشخاص نسبت به صدور سند مالکیت متقاضی اعتراضی داشته باشند میتوانند از تاریخ انتشار اولین آگهی به مدت دو ماه اعتراض خود را به این اداره تسلیم و پس از اخذ رسید ظرف مدت یک ماه از تاریخ تسلیم اعتراض دادخواست خود را به مراجع قضایی تقدیم نمایند. بدیهی است در صورت انقضای مدت مذکور و عدم وصول اعتراض طبق مقررات سند مالکیت صادر خواهد شد. bbox=[2014, 384, 2359, 596]
ad-paragraph-lead: شهرداری نیشلوک bbox=[661, 52, 767, 67]
ad-paragraph bbox=[1223, 574, 1564, 615]
ad-paragraph-text: واگذاری خدمات نیروی انسانی مورد نیاز در اتحادیه bbox=[1222, 536, 1563, 573]
ad-paragraph-text: در نظر دارد باستناد مصوبه شماره ۹۲۴/ش مورخ ۱۴۰۱/۸/۳۰ شورای اسلامی شهر قوچان و بر اساس ماده ۱۳ آئین نامه مالی شهرداری ها مصوب ۴۶/۴/۱۲ با اصلاحات بعدی، نسبت به واگذاری تعداد ۹ دستگاه بیلبورد (به ابعاد ۵ متر در ۲ متر) به مدت ۱ سال به شرح ذیل بصورت اجاره اقدام نماید. لذا از اشخاص حقوقی واجد شرایط و دارای پروانه فعالیت آگهی و تبلیغات از مرجع ذیصلاح (وزارت فرهنگ و ارشاد اسلامی و ...) دعوت می گردد جهت دریافت فرم شرکت در مزایده با بهره گیری از سامانه تدارکات الکترونیک دولت www.setadiran.ir و با شماره مزایده ۵۰۰۲۰۹۱۱۶۳۰۰۰۰۰۱ به صورت الکترونیکی واگذار نماید. bbox=[31, 772, 768, 898]
ad-paragraph: ( هزینه درج آگهی به عهده برنده مناقصه می باشد.) bbox=[1270, 856, 1563, 873]
